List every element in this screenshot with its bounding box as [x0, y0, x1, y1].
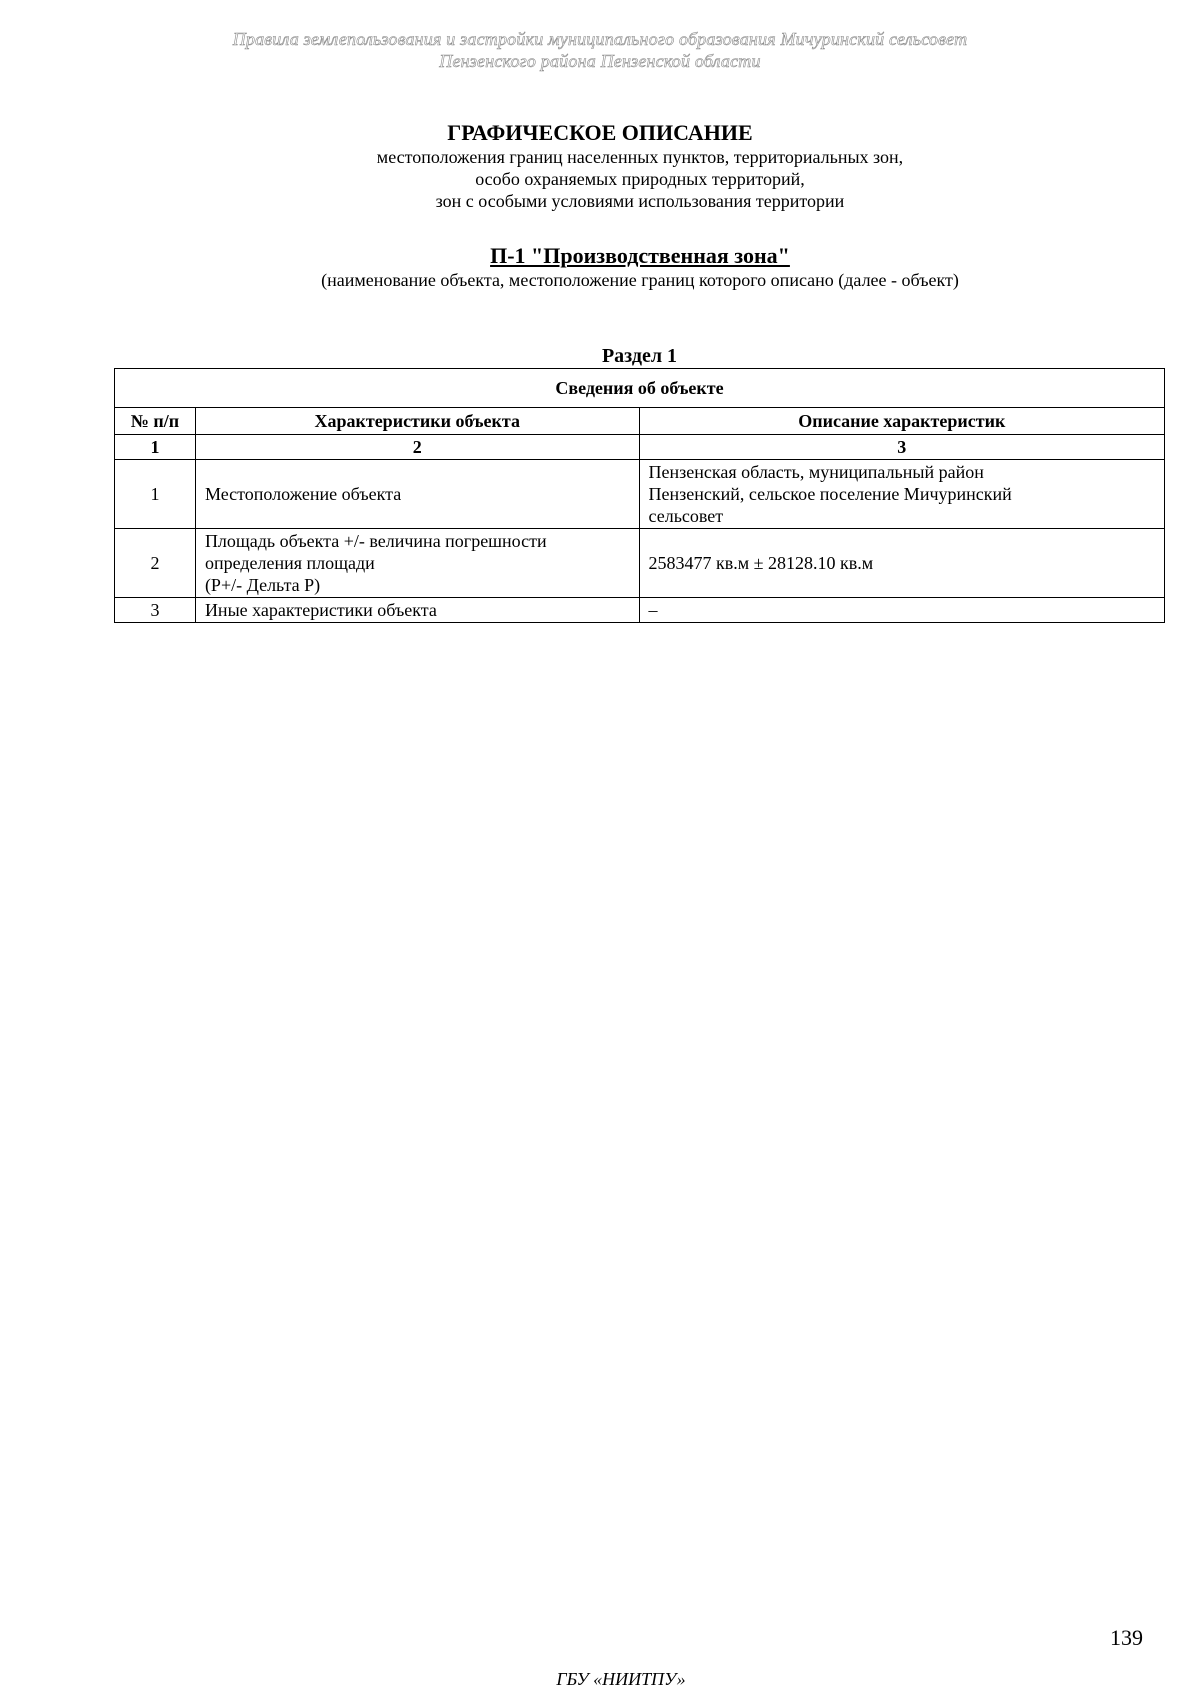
running-header-line-2: Пензенского района Пензенской области — [439, 51, 761, 71]
row-description — [639, 460, 1164, 529]
subtitle-line-3: зон с особыми условиями использования территории — [435, 191, 845, 211]
table-caption: Сведения об объекте — [115, 369, 1165, 408]
column-number-1: 1 — [115, 435, 196, 460]
table-header-row — [115, 408, 1165, 435]
row-characteristic-line: (Р+/- Дельта Р) — [204, 575, 321, 595]
row-characteristic: Иные характеристики объекта — [195, 598, 639, 623]
section-title: Раздел 1 — [601, 345, 678, 367]
header-characteristic: Характеристики объекта — [195, 408, 639, 435]
object-name-hint: (наименование объекта, местоположение границ которого описано (далее - объект) — [321, 270, 959, 290]
subtitle-line-1: местоположения границ населенных пунктов, территориальных зон, — [376, 147, 904, 167]
row-description: – — [639, 598, 1164, 623]
object-info-table — [114, 368, 1165, 623]
column-number-2: 2 — [195, 435, 639, 460]
table-row — [115, 598, 1165, 623]
subtitle-line-2: особо охраняемых природных территорий, — [475, 169, 805, 189]
header-number: № п/п — [115, 408, 196, 435]
table-row — [115, 529, 1165, 598]
table-row — [115, 460, 1165, 529]
row-number: 1 — [115, 460, 196, 529]
running-header-line-1: Правила землепользования и застройки муниципального образования Мичуринский сельсовет — [232, 29, 968, 49]
row-description-line: Пензенский, сельское поселение Мичуринский — [648, 484, 1012, 504]
footer-organization: ГБУ «НИИТПУ» — [556, 1669, 686, 1689]
running-header — [0, 28, 1200, 72]
row-characteristic: Местоположение объекта — [195, 460, 639, 529]
row-description-line: сельсовет — [648, 506, 724, 526]
page-number: 139 — [1110, 1625, 1143, 1650]
row-number: 3 — [115, 598, 196, 623]
row-characteristic-line: определения площади — [204, 553, 375, 573]
title-block — [0, 120, 1200, 212]
row-description: 2583477 кв.м ± 28128.10 кв.м — [639, 529, 1164, 598]
row-characteristic — [195, 529, 639, 598]
object-title-block — [0, 243, 1200, 291]
row-description-line: Пензенская область, муниципальный район — [648, 462, 984, 482]
row-characteristic-line: Площадь объекта +/- величина погрешности — [204, 531, 547, 551]
object-name: П-1 "Производственная зона" — [490, 243, 790, 268]
header-description: Описание характеристик — [639, 408, 1164, 435]
row-number: 2 — [115, 529, 196, 598]
column-number-3: 3 — [639, 435, 1164, 460]
document-title: ГРАФИЧЕСКОЕ ОПИСАНИЕ — [447, 120, 753, 145]
table-caption-row — [115, 369, 1165, 408]
table-column-numbers-row — [115, 435, 1165, 460]
